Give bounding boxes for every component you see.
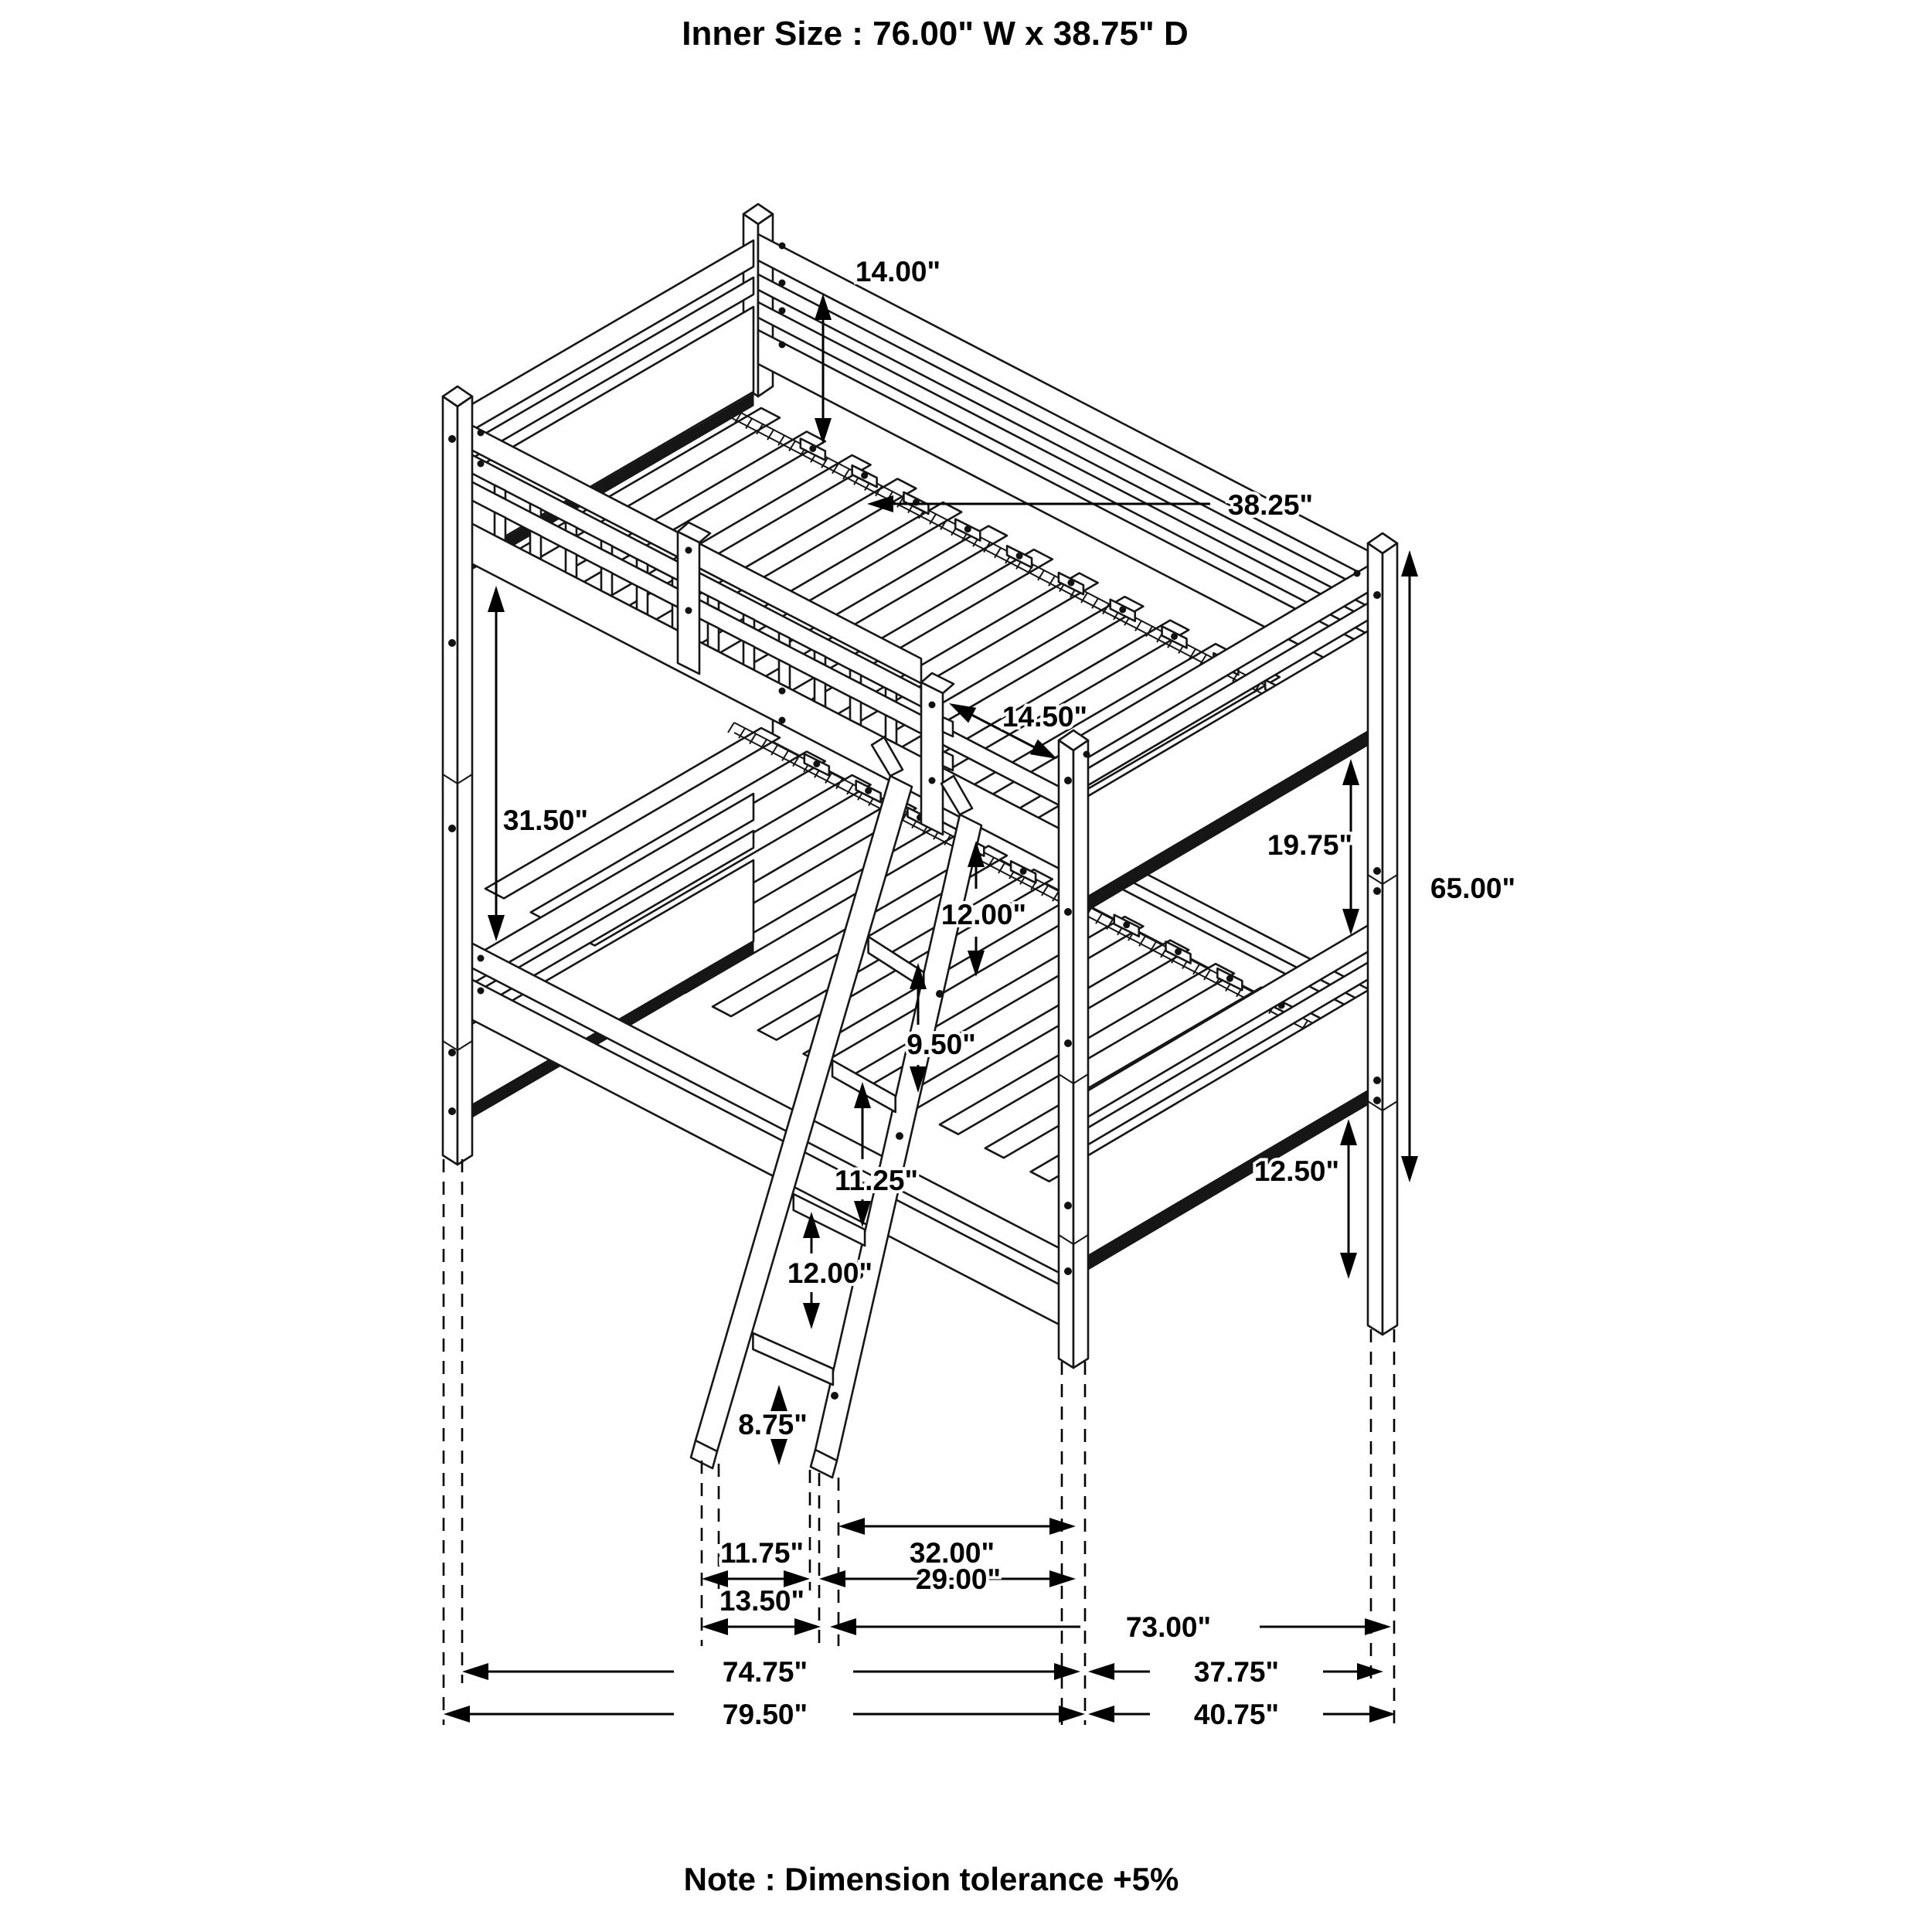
dim-label-inner-length: 73.00" [1125,1611,1212,1643]
dim-label-inner-depth: 37.75" [1193,1656,1280,1688]
dim-label-total-height: 65.00" [1430,872,1516,904]
dim-label-ladder-outer-width: 13.50" [719,1585,805,1617]
dim-label-rail-to-rung1: 12.00" [940,899,1027,930]
dim-label-top-rail-height: 14.00" [855,256,941,287]
dim-label-lower-rail-floor: 12.50" [1253,1155,1340,1187]
dim-label-ladder-foot-width: 11.75" [719,1537,804,1569]
page-title: Inner Size : 76.00" W x 38.75" D [682,15,1189,53]
tolerance-note: Note : Dimension tolerance +5% [683,1861,1179,1897]
dim-label-overall-length: 79.50" [722,1699,808,1730]
dim-label-rung3-rung4: 12.00" [787,1257,873,1289]
dim-label-lower-clearance: 19.75" [1267,829,1353,861]
dim-label-rung1-rung2: 9.50" [906,1029,976,1060]
dim-label-rung2-rung3: 11.25" [834,1165,919,1196]
dim-label-rung4-floor: 8.75" [738,1409,808,1440]
bed-line-art [443,204,1397,1478]
dim-label-overall-depth: 40.75" [1193,1699,1280,1730]
dim-label-ladder-opening: 14.50" [1002,701,1088,733]
dim-label-bunk-clearance: 31.50" [502,804,589,836]
dim-label-ladder-to-leg: 29.00" [915,1563,1002,1595]
dim-label-mattress-depth: 38.25" [1227,489,1314,521]
dim-label-ladder-to-leg-outer: 32.00" [909,1537,995,1569]
dim-label-frame-length: 74.75" [722,1656,808,1688]
